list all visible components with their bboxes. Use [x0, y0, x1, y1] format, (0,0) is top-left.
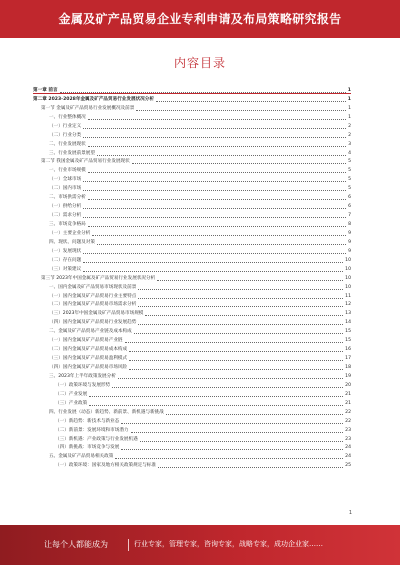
toc-entry-page: 4 — [348, 150, 351, 156]
toc-entry-page: 2 — [348, 132, 351, 138]
toc-entry-page: 5 — [348, 186, 351, 192]
toc-entry-title: （一）主要企业分析 — [49, 230, 91, 236]
report-title: 金属及矿产品贸易企业专利申请及布局策略研究报告 — [58, 12, 342, 26]
toc-entry-title: （三）国内金属及矿产品贸易盈利模式 — [49, 356, 128, 362]
toc-entry[interactable] — [33, 399, 351, 408]
toc-entry-title: （一）全球市场 — [49, 177, 82, 183]
toc-leader-dots — [166, 414, 343, 415]
toc-entry[interactable] — [33, 86, 351, 95]
toc-entry-page: 1 — [348, 114, 351, 120]
toc-entry-page: 7 — [348, 213, 351, 219]
toc-entry-title: （一）供给分析 — [49, 204, 82, 210]
toc-entry[interactable] — [33, 247, 351, 256]
toc-leader-dots — [89, 405, 343, 406]
toc-entry[interactable] — [33, 220, 351, 229]
toc-entry[interactable] — [33, 444, 351, 453]
toc-entry-page: 1 — [347, 96, 351, 102]
toc-entry-title: 一、行业市场规模 — [49, 168, 86, 174]
toc-entry-page: 11 — [345, 293, 351, 299]
toc-entry-page: 20 — [345, 382, 351, 388]
toc-leader-dots — [121, 449, 343, 450]
toc-entry-title: （二）存在问题 — [49, 257, 82, 263]
toc-entry-title: （四）新挑战：市场竞争与发展 — [55, 445, 120, 451]
toc-leader-dots — [138, 324, 343, 325]
toc-entry-page: 2 — [348, 123, 351, 129]
toc-leader-dots — [121, 423, 343, 424]
toc-leader-dots — [118, 378, 343, 379]
toc-entry-title: （一）国内金属及矿产品贸易产业链 — [49, 338, 123, 344]
toc-entry-title: 第二节 我国金属及矿产品贸易行业发展现状 — [41, 159, 130, 165]
toc-entry[interactable] — [33, 345, 351, 354]
toc-leader-dots — [158, 467, 343, 468]
toc-leader-dots — [88, 146, 346, 147]
toc-entry-page: 6 — [348, 204, 351, 210]
toc-heading: 内容目录 — [173, 56, 226, 70]
toc-entry[interactable] — [33, 381, 351, 390]
footer-roles: 行业专家，管理专家，咨询专家，战略专家，成功企业家…… — [134, 540, 323, 548]
toc-leader-dots — [138, 289, 343, 290]
footer-slogan: 让每个人都能成为 — [44, 540, 108, 549]
toc-entry-page: 23 — [345, 427, 351, 433]
toc-entry-title: （二）国内金属及矿产品贸易成本构成 — [49, 347, 128, 353]
toc-entry[interactable] — [33, 202, 351, 211]
toc-entry-title: （一）政策环境与发展形势 — [55, 382, 111, 388]
toc-entry-page: 13 — [345, 311, 351, 317]
toc-entry-page: 10 — [345, 266, 351, 272]
toc-entry[interactable] — [33, 238, 351, 247]
toc-entry-title: 三、市场竞争格局 — [49, 222, 86, 227]
toc-leader-dots — [83, 137, 346, 138]
toc-entry-title: （三）产业政策 — [55, 400, 88, 406]
toc-entry-title: （一）行业定义 — [49, 123, 82, 129]
toc-leader-dots — [88, 172, 346, 173]
toc-leader-dots — [129, 360, 343, 361]
toc-leader-dots — [88, 199, 346, 200]
toc-leader-dots — [112, 387, 343, 388]
toc-entry-page: 8 — [348, 222, 351, 227]
toc-entry-title: 二、行业发展现状 — [49, 141, 86, 147]
toc-entry-title: 三、行业发展前景展望 — [49, 150, 95, 156]
toc-leader-dots — [157, 280, 343, 281]
toc-entry[interactable] — [33, 211, 351, 220]
toc-entry-page: 22 — [345, 418, 351, 424]
toc-entry-title: 第三节 2023年中国金属及矿产品贸易行业发展状况分析 — [41, 275, 156, 281]
toc-leader-dots — [83, 181, 346, 182]
toc-leader-dots — [129, 369, 343, 370]
page-number: 1 — [348, 510, 352, 516]
toc-entry-page: 19 — [345, 373, 351, 379]
toc-leader-dots — [134, 333, 343, 334]
toc-entry-page: 10 — [345, 275, 351, 281]
toc-entry-title: 第一节 金属及矿产品贸易行业发展概况及前景 — [41, 105, 135, 111]
toc-entry-title: 一、国内金属及矿产品贸易市场现状及前景 — [49, 284, 137, 290]
toc-entry-title: （二）行业分类 — [49, 132, 82, 138]
toc-entry[interactable] — [33, 140, 351, 149]
toc-entry-page: 1 — [348, 105, 351, 111]
toc-entry[interactable] — [33, 417, 351, 426]
toc-entry-title: 二、市场供需分析 — [49, 195, 86, 201]
toc-entry[interactable] — [33, 363, 351, 372]
toc-entry[interactable] — [33, 184, 351, 193]
toc-entry[interactable] — [33, 256, 351, 265]
toc-entry-page: 10 — [345, 284, 351, 290]
toc-leader-dots — [138, 306, 343, 307]
toc-entry[interactable] — [33, 149, 351, 158]
toc-entry[interactable] — [33, 95, 351, 104]
toc-leader-dots — [83, 208, 346, 209]
toc-leader-dots — [88, 226, 346, 227]
toc-entry-page: 6 — [348, 195, 351, 201]
toc-entry[interactable] — [33, 166, 351, 175]
toc-leader-dots — [140, 441, 343, 442]
toc-leader-dots — [156, 101, 346, 102]
toc-entry[interactable] — [33, 408, 351, 417]
toc-entry[interactable] — [33, 229, 351, 238]
toc-entry[interactable] — [33, 265, 351, 274]
toc-entry-page: 9 — [348, 248, 351, 254]
toc-entry-title: （一）政策环境：国家及地方相关政策规定与标准 — [55, 463, 157, 469]
toc-entry[interactable] — [33, 318, 351, 327]
toc-entry-page: 17 — [345, 356, 351, 362]
toc-entry-page: 1 — [347, 87, 351, 93]
toc-entry-page: 21 — [345, 391, 351, 397]
toc-entry[interactable] — [33, 175, 351, 184]
toc-entry[interactable] — [33, 452, 351, 461]
toc-entry[interactable] — [33, 372, 351, 381]
toc-leader-dots — [60, 92, 346, 93]
toc-leader-dots — [83, 128, 346, 129]
toc-leader-dots — [97, 244, 346, 245]
toc-entry-page: 9 — [348, 230, 351, 236]
toc-entry-title: 四、现状、问题及对策 — [49, 239, 95, 245]
toc-entry[interactable] — [33, 301, 351, 310]
toc-entry[interactable] — [33, 435, 351, 444]
toc-leader-dots — [88, 119, 346, 120]
toc-entry-title: （一）新趋势：新技术与新业态 — [55, 418, 120, 424]
toc-entry[interactable] — [33, 274, 351, 283]
toc-entry[interactable] — [33, 336, 351, 345]
toc-entry-title: （二）国内金属及矿产品贸易市场需求分析 — [49, 302, 137, 308]
toc-entry-title: （三）新机遇：产业政策与行业发展机遇 — [55, 436, 138, 442]
toc-entry-page: 9 — [348, 239, 351, 245]
toc-leader-dots — [97, 155, 346, 156]
toc-leader-dots — [83, 190, 346, 191]
toc-leader-dots — [145, 315, 343, 316]
toc-leader-dots — [83, 271, 343, 272]
toc-entry-title: （二）新前景：发展环境和市场潜力 — [55, 427, 129, 433]
toc-entry-title: （四）国内金属及矿产品贸易行业发展趋势 — [49, 320, 137, 326]
toc-entry-page: 12 — [345, 302, 351, 308]
toc-leader-dots — [125, 342, 344, 343]
toc-leader-dots — [83, 217, 346, 218]
toc-entry-page: 14 — [345, 320, 351, 326]
toc-entry[interactable] — [33, 104, 351, 113]
toc-entry-page: 10 — [345, 257, 351, 263]
toc-leader-dots — [83, 253, 346, 254]
toc-entry-page: 15 — [345, 338, 351, 344]
toc-entry-page: 16 — [345, 347, 351, 353]
toc-entry-title: （一）国内金属及矿产品贸易行业主要特点 — [49, 293, 137, 299]
toc-entry-page: 23 — [345, 436, 351, 442]
toc-entry-page: 18 — [345, 365, 351, 370]
toc-leader-dots — [115, 458, 343, 459]
toc-leader-dots — [132, 163, 346, 164]
toc-entry[interactable] — [33, 461, 351, 470]
toc-leader-dots — [138, 298, 343, 299]
toc-entry-title: 四、行业发展（动态）新趋势、新前景、新机遇与新挑战 — [49, 409, 164, 415]
toc-leader-dots — [131, 432, 344, 433]
table-of-contents — [33, 86, 351, 470]
toc-entry[interactable] — [33, 390, 351, 399]
toc-leader-dots — [92, 235, 346, 236]
toc-entry-title: 第一章 前言 — [33, 87, 58, 93]
toc-entry-title: （二）产业发展 — [55, 391, 88, 397]
toc-leader-dots — [83, 262, 343, 263]
footer-divider — [128, 539, 129, 551]
toc-entry-title: 二、金属及矿产品贸易产业链及成本构成 — [49, 329, 132, 335]
toc-entry-title: （四）国内金属及矿产品贸易市场风险 — [49, 365, 128, 370]
toc-entry-title: （三）2023年中国金属及矿产品贸易市场规模 — [49, 311, 144, 317]
toc-entry-title: （二）需求分析 — [49, 213, 82, 219]
toc-entry-page: 5 — [348, 177, 351, 183]
toc-entry-page: 15 — [345, 329, 351, 335]
toc-entry-page: 24 — [345, 454, 351, 460]
toc-entry-page: 5 — [348, 159, 351, 165]
toc-entry[interactable] — [33, 193, 351, 202]
toc-leader-dots — [89, 396, 343, 397]
toc-entry-page: 5 — [348, 168, 351, 174]
toc-leader-dots — [129, 351, 343, 352]
toc-entry-page: 24 — [345, 445, 351, 451]
toc-entry[interactable] — [33, 122, 351, 131]
toc-entry-title: 一、行业整体概况 — [49, 114, 86, 120]
toc-entry-title: 三、2023年上半年政策发展分析 — [49, 373, 116, 379]
toc-entry-page: 3 — [348, 141, 351, 147]
toc-leader-dots — [136, 110, 346, 111]
toc-entry-title: （三）对策建议 — [49, 266, 82, 272]
toc-entry[interactable] — [33, 158, 351, 167]
toc-entry[interactable] — [33, 283, 351, 292]
toc-entry[interactable] — [33, 113, 351, 122]
toc-entry-title: 第二章 2023-2028年金属及矿产品贸易行业发展状况分析 — [33, 96, 154, 102]
toc-entry[interactable] — [33, 327, 351, 336]
toc-entry-page: 21 — [345, 400, 351, 406]
toc-entry-title: （二）国内市场 — [49, 186, 82, 192]
report-header — [0, 0, 400, 38]
toc-entry[interactable] — [33, 309, 351, 318]
toc-entry-page: 22 — [345, 409, 351, 415]
toc-entry-page: 25 — [345, 463, 351, 469]
toc-entry-title: 五、金属及矿产品贸易相关政策 — [49, 454, 114, 460]
toc-entry[interactable] — [33, 426, 351, 435]
toc-entry-title: （一）发展现状 — [49, 248, 82, 254]
toc-entry[interactable] — [33, 292, 351, 301]
toc-entry[interactable] — [33, 131, 351, 140]
footer-banner — [0, 525, 400, 565]
toc-entry[interactable] — [33, 354, 351, 363]
